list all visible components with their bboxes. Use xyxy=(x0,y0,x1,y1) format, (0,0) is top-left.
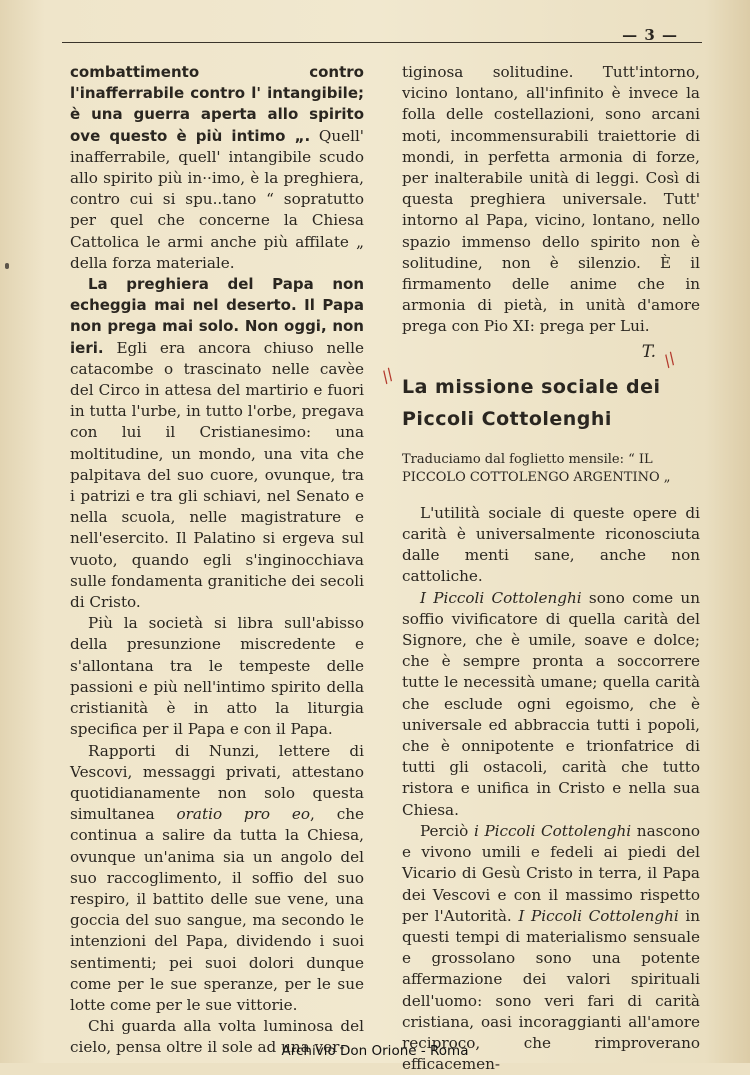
left-p4-italic: oratio pro eo xyxy=(176,805,311,824)
left-paragraph-2 xyxy=(70,274,364,613)
pencil-mark-icon: // xyxy=(659,348,679,371)
left-p2-bold: La preghiera del Papa non echeggia mai nel deserto. Il Papa non prega mai solo. Non oggi, non ieri. xyxy=(70,275,364,357)
right-paragraph-4 xyxy=(402,821,700,1075)
intro-note: Traduciamo dal foglietto mensile: “ IL PICCOLO COTTOLENGO ARGENTINO „ xyxy=(402,451,671,485)
right-p4-italic-1: i Piccoli Cottolenghi xyxy=(473,821,632,840)
header-rule xyxy=(62,42,702,43)
right-paragraph-3 xyxy=(402,588,700,821)
right-p4-italic-2: I Piccoli Cottolenghi xyxy=(518,906,679,925)
right-p3-text: sono come un soffio vivificatore di quella carità del Signore, che è umile, soave e dolce; che è sempre pronta a soccorrere tutte le necessità umane; quella carità che esclude ogni egoismo, che è universale ed abbraccia tutti i popoli, che è onnipotente e trionfatrice di tutti gli ostacoli, carità che tutto ristora e unifica in Cristo e nella sua Chiesa. xyxy=(402,588,700,819)
right-p4-text-b: nascono e vivono umili e fedeli ai piedi del Vicario di Gesù Cristo in terra, il Papa dei Vescovi e con il massimo rispetto per l'Autorità. xyxy=(402,821,700,925)
left-p1-bold: combattimento contro l'inafferrabile contro l' intangibile; è una guerra aperta allo spirito ove questo è più intimo „. xyxy=(70,63,364,145)
right-paragraph-1: tiginosa solitudine. Tutt'intorno, vicino lontano, all'infinito è invece la folla delle costellazioni, sono arcani moti, incommensurabili traiettorie di mondi, in perfetta armonia di forze, per inalterabile unità di leggi. Così di questa preghiera universale. Tutt' intorno al Papa, vicino, lontano, nello spazio immenso dello spirito non è solitudine, non è silenzio. È il firmamento delle anime che in armonia di pietà, in unità d'amore prega con Pio XI: prega per Lui. xyxy=(402,63,700,336)
right-p4-text-a: Perciò xyxy=(420,821,474,840)
section-title: La missione sociale dei Piccoli Cottolenghi xyxy=(402,375,661,430)
right-p4-text-c: in questi tempi di materialismo sensuale e grossolano sono una potente affermazione dei valori spirituali dell'uomo: sono veri fari di carità cristiana, oasi incoraggianti all'amore reciproco, che rimproverano efficacemen- xyxy=(402,906,700,1074)
left-p2-text: Egli era ancora chiuso nelle catacombe o trascinato nelle cavèe del Circo in attesa del martirio e fuori in tutta l'urbe, in tutto l'orbe, pregava con lui il Cristianesimo: una moltitudine, un mondo, una vita che palpitava del suo cuore, ovunque, tra i patrizi e tra gli schiavi, nel Senato e nella scuola, nelle magistrature e nell'esercito. Il Palatino si ergeva sul vuoto, quando egli s'inginocchiava sulle fondamenta granitiche dei secoli di Cristo. xyxy=(70,338,364,612)
pencil-mark-icon: // xyxy=(377,364,397,387)
left-paragraph-3: Più la società si libra sull'abisso della presunzione miscredente e s'allontana tra le tempeste delle passioni e più nell'intimo spirito della cristianità è in atto la liturgia specifica per il Papa e con il Papa. xyxy=(70,614,364,739)
archive-footer: Archivio Don Orione - Roma xyxy=(281,1043,469,1059)
right-column xyxy=(402,62,700,1075)
left-p1-text: Quell' inafferrabile, quell' intangibile scudo allo spirito più in··imo, è la preghiera, contro cui si spu..tano “ sopratutto per quel che concerne la Chiesa Cattolica le armi anche più affilate „ della forza materiale. xyxy=(70,126,364,272)
right-paragraph-2: L'utilità sociale di queste opere di carità è universalmente riconosciuta dalle menti sane, anche non cattoliche. xyxy=(402,503,700,586)
left-p4-text-b: , che continua a salire da tutta la Chiesa, ovunque un'anima sia un angolo del suo raccoglimento, il soffio del suo respiro, il battito delle sue vene, una goccia del suo sangue, ma secondo le intenzioni del Papa, dividendo i suoi sentimenti; pei suoi dolori dunque come per le sue speranze, per le sue lotte come per le sue vittorie. xyxy=(70,805,364,1014)
page-number: — 3 — xyxy=(622,26,678,44)
left-paragraph-1 xyxy=(70,62,364,274)
left-p4-text-a: Rapporti di Nunzi, lettere di Vescovi, messaggi privati, attestano quotidianamente non solo questa simultanea xyxy=(70,741,364,824)
author-signature: T. xyxy=(641,341,656,362)
left-column xyxy=(70,62,364,1059)
right-p3-italic: I Piccoli Cottolenghi xyxy=(420,588,582,607)
margin-mark xyxy=(5,263,9,269)
left-paragraph-5: Chi guarda alla volta luminosa del cielo, pensa oltre il sole ad una ver- xyxy=(70,1017,364,1057)
left-paragraph-4 xyxy=(70,741,364,1017)
